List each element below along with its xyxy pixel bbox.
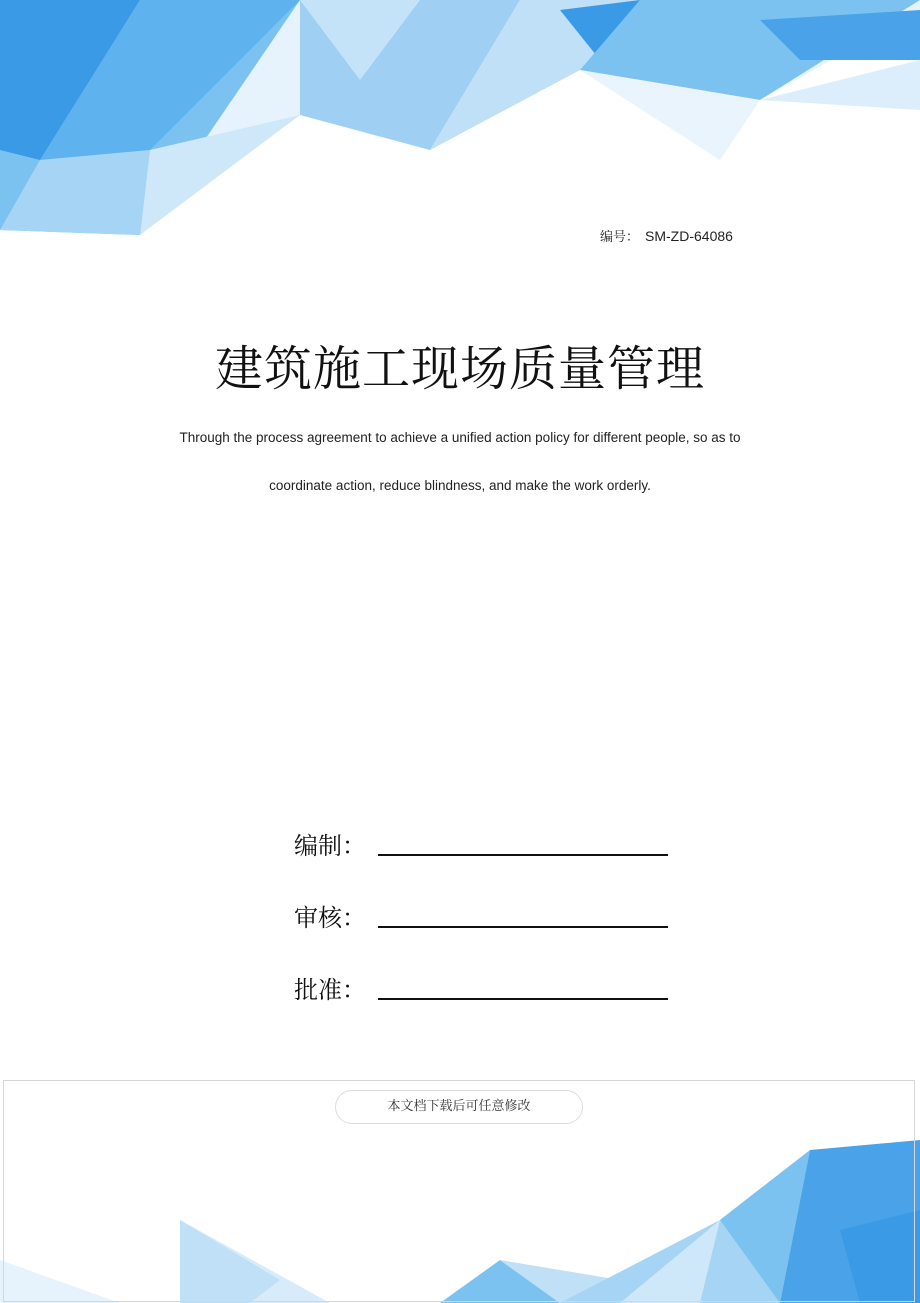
signature-row-reviewer [294, 898, 674, 932]
top-banner-graphic [0, 0, 920, 240]
editable-notice-badge: 本文档下载后可任意修改 [335, 1090, 583, 1124]
signature-row-approver [294, 970, 674, 1004]
signature-label: 编制： [294, 832, 366, 860]
signature-row-compiler [294, 826, 674, 860]
signature-line [378, 854, 668, 856]
signature-label: 审核： [294, 904, 366, 932]
document-number-value: SM-ZD-64086 [645, 228, 733, 244]
signature-label: 批准： [294, 976, 366, 1004]
subtitle-line-1: Through the process agreement to achieve a unified action policy for different people, so as to [179, 430, 741, 445]
document-number [600, 226, 800, 245]
document-number-label: 编号： [600, 230, 640, 245]
signature-line [378, 926, 668, 928]
document-title: 建筑施工现场质量管理 [214, 341, 705, 397]
signature-line [378, 998, 668, 1000]
subtitle-line-2: coordinate action, reduce blindness, and make the work orderly. [269, 478, 651, 493]
